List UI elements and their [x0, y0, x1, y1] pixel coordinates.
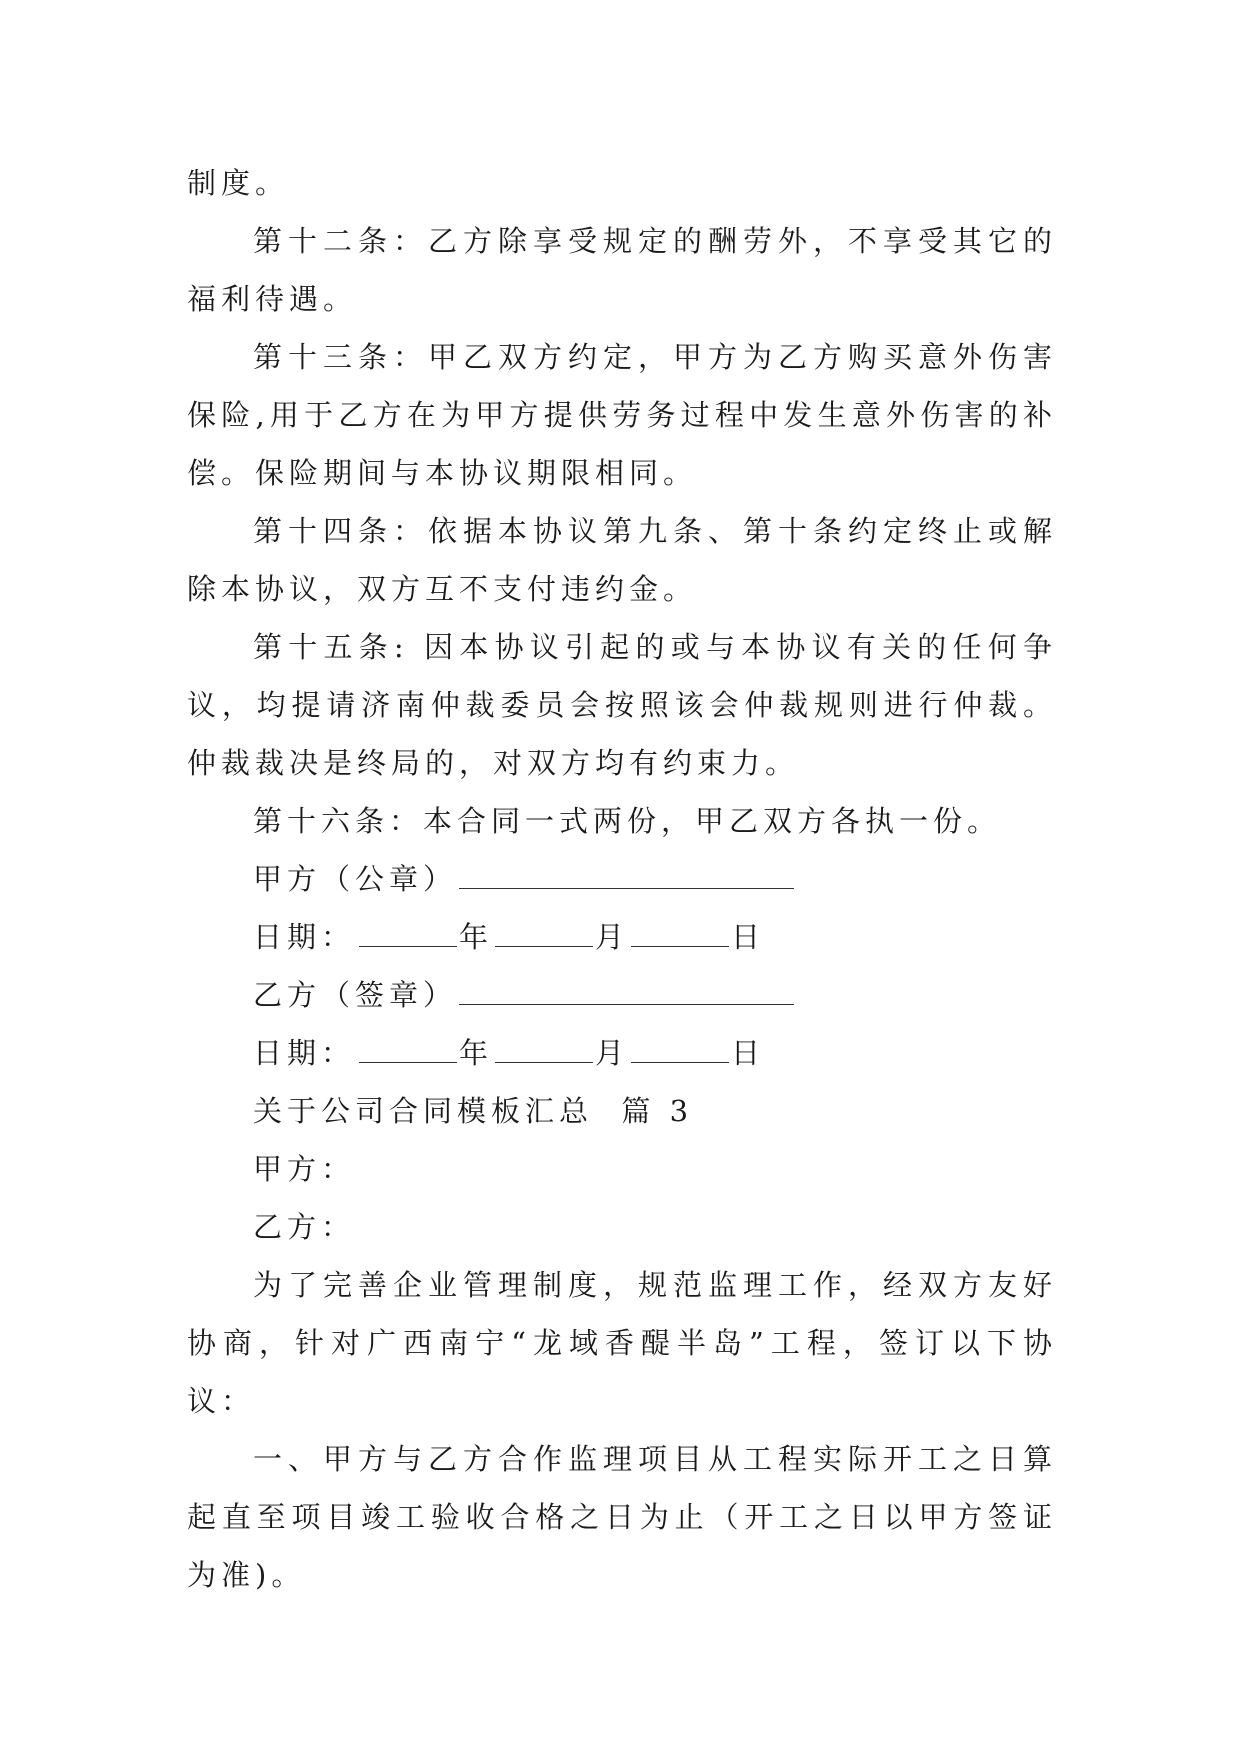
day-blank [631, 920, 729, 947]
party-b-seal-line [187, 966, 1057, 1024]
party-b-seal-label: 乙方（签章） [253, 978, 458, 1012]
section-title: 关于公司合同模板汇总 篇 3 [253, 1094, 694, 1128]
day-char: 日 [731, 1036, 766, 1070]
month-blank [495, 920, 593, 947]
year-blank [359, 920, 457, 947]
year-char: 年 [459, 1036, 494, 1070]
day-char: 日 [731, 920, 766, 954]
article-16: 第十六条：本合同一式两份，甲乙双方各执一份。 [253, 804, 1002, 838]
party-b-seal-blank [459, 978, 794, 1005]
month-char: 月 [595, 920, 630, 954]
article-15: 第十五条: 因本协议引起的或与本协议有关的任何争议，均提请济南仲裁委员会按照该会仲裁规则进行仲裁。仲裁裁决是终局的，对双方均有约束力。 [187, 630, 1057, 780]
article-12: 第十二条：乙方除享受规定的酬劳外，不享受其它的福利待遇。 [187, 224, 1057, 316]
clause-1: 一、甲方与乙方合作监理项目从工程实际开工之日算起直至项目竣工验收合格之日为止（开工之日以甲方签证为准)。 [187, 1442, 1057, 1592]
paragraph-continuation: 制度。 [187, 166, 290, 200]
month-blank [495, 1036, 593, 1063]
date-line-2 [187, 1024, 1057, 1082]
article-13: 第十三条：甲乙双方约定，甲方为乙方购买意外伤害保险,用于乙方在为甲方提供劳务过程中发生意外伤害的补偿。保险期间与本协议期限相同。 [187, 340, 1057, 490]
party-a-seal-blank [459, 862, 794, 889]
year-blank [359, 1036, 457, 1063]
date-line-1 [187, 908, 1057, 966]
document-body [187, 154, 1057, 1604]
year-char: 年 [459, 920, 494, 954]
party-a-seal-line [187, 850, 1057, 908]
party-a-label: 甲方： [253, 1152, 356, 1186]
party-b-label: 乙方： [253, 1210, 356, 1244]
day-blank [631, 1036, 729, 1063]
intro-paragraph: 为了完善企业管理制度，规范监理工作，经双方友好协商，针对广西南宁“龙域香醍半岛”工程，签订以下协议： [187, 1268, 1057, 1418]
date-label: 日期： [253, 920, 356, 954]
date-label: 日期： [253, 1036, 356, 1070]
article-14: 第十四条：依据本协议第九条、第十条约定终止或解除本协议，双方互不支付违约金。 [187, 514, 1057, 606]
month-char: 月 [595, 1036, 630, 1070]
party-a-seal-label: 甲方（公章） [253, 862, 458, 896]
